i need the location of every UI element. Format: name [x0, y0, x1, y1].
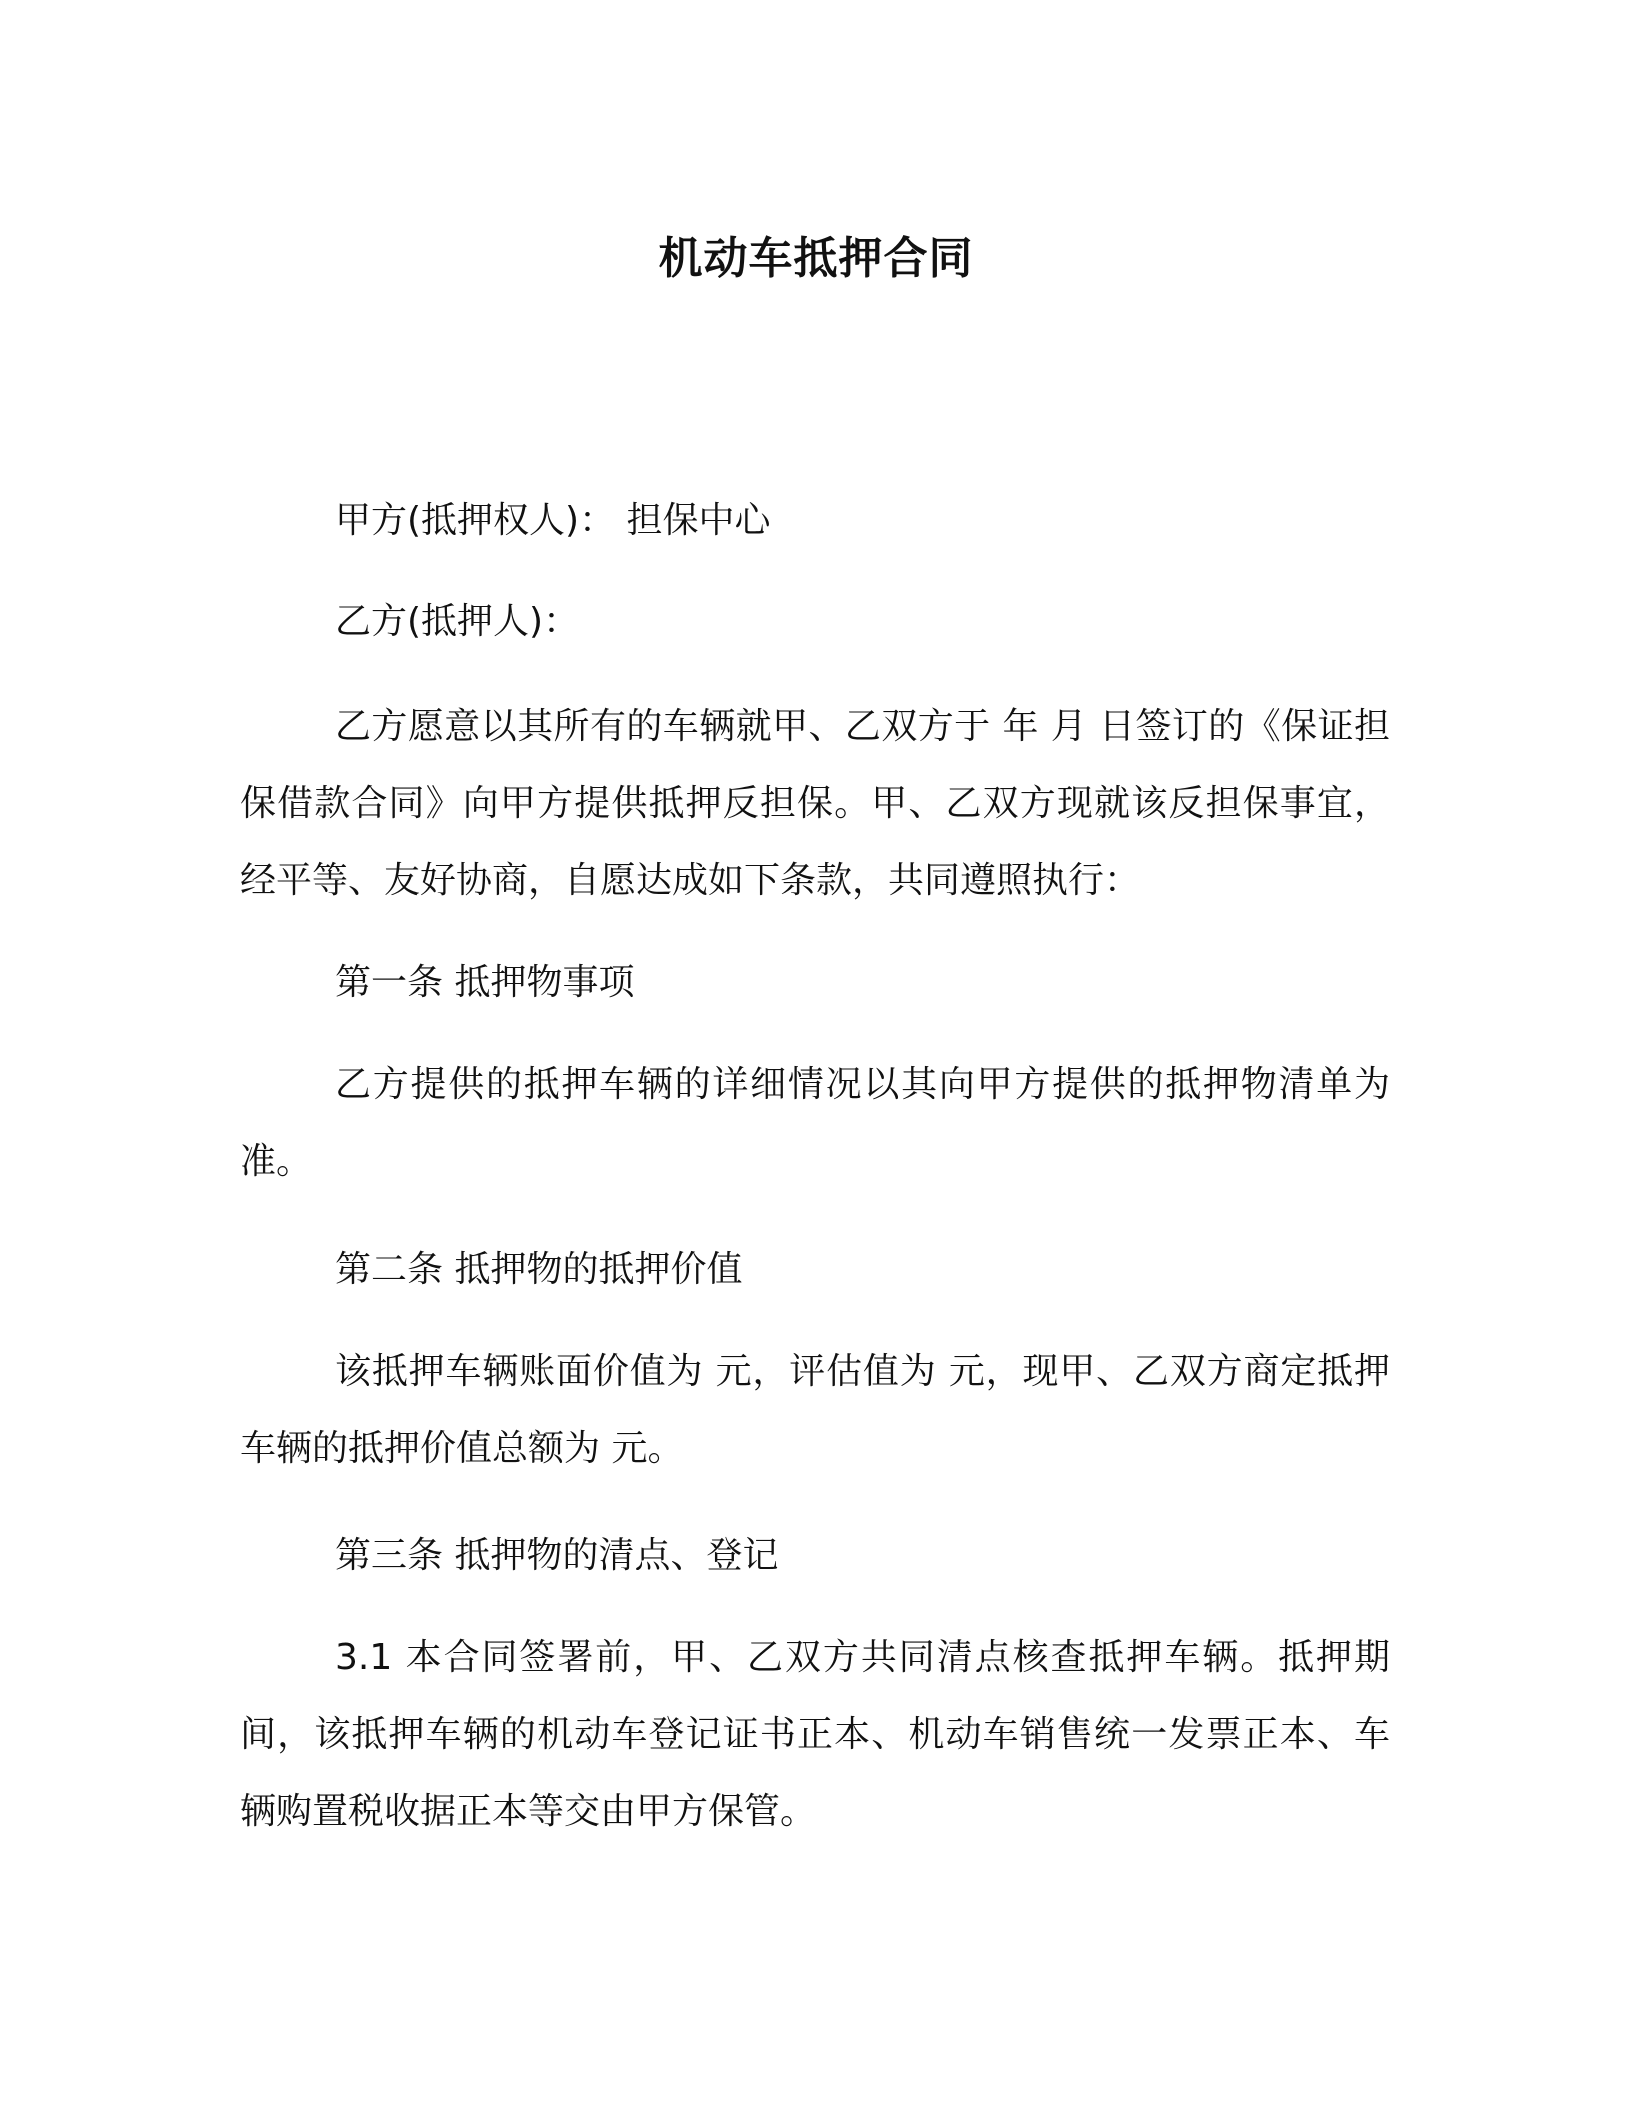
article-2-heading: 第二条 抵押物的抵押价值 [335, 1249, 743, 1290]
article-1-body: 乙方提供的抵押车辆的详细情况以其向甲方提供的抵押物清单为准。 [240, 1064, 1390, 1182]
article-1-heading: 第一条 抵押物事项 [335, 962, 635, 1003]
preamble-paragraph: 乙方愿意以其所有的车辆就甲、乙双方于 年 月 日签订的《保证担保借款合同》向甲方提供抵押反担保。甲、乙双方现就该反担保事宜，经平等、友好协商，自愿达成如下条款，共同遵照执行： [240, 706, 1390, 901]
document-title: 机动车抵押合同 [658, 233, 974, 284]
article-3-heading: 第三条 抵押物的清点、登记 [335, 1535, 779, 1576]
article-3-clause-1: 3.1 本合同签署前，甲、乙双方共同清点核查抵押车辆。抵押期间，该抵押车辆的机动车登记证书正本、机动车销售统一发票正本、车辆购置税收据正本等交由甲方保管。 [240, 1637, 1390, 1832]
party-a-line: 甲方(抵押权人)： 担保中心 [335, 500, 771, 541]
party-b-line: 乙方(抵押人)： [335, 601, 580, 642]
article-2-body: 该抵押车辆账面价值为 元，评估值为 元，现甲、乙双方商定抵押车辆的抵押价值总额为 元。 [240, 1351, 1390, 1469]
